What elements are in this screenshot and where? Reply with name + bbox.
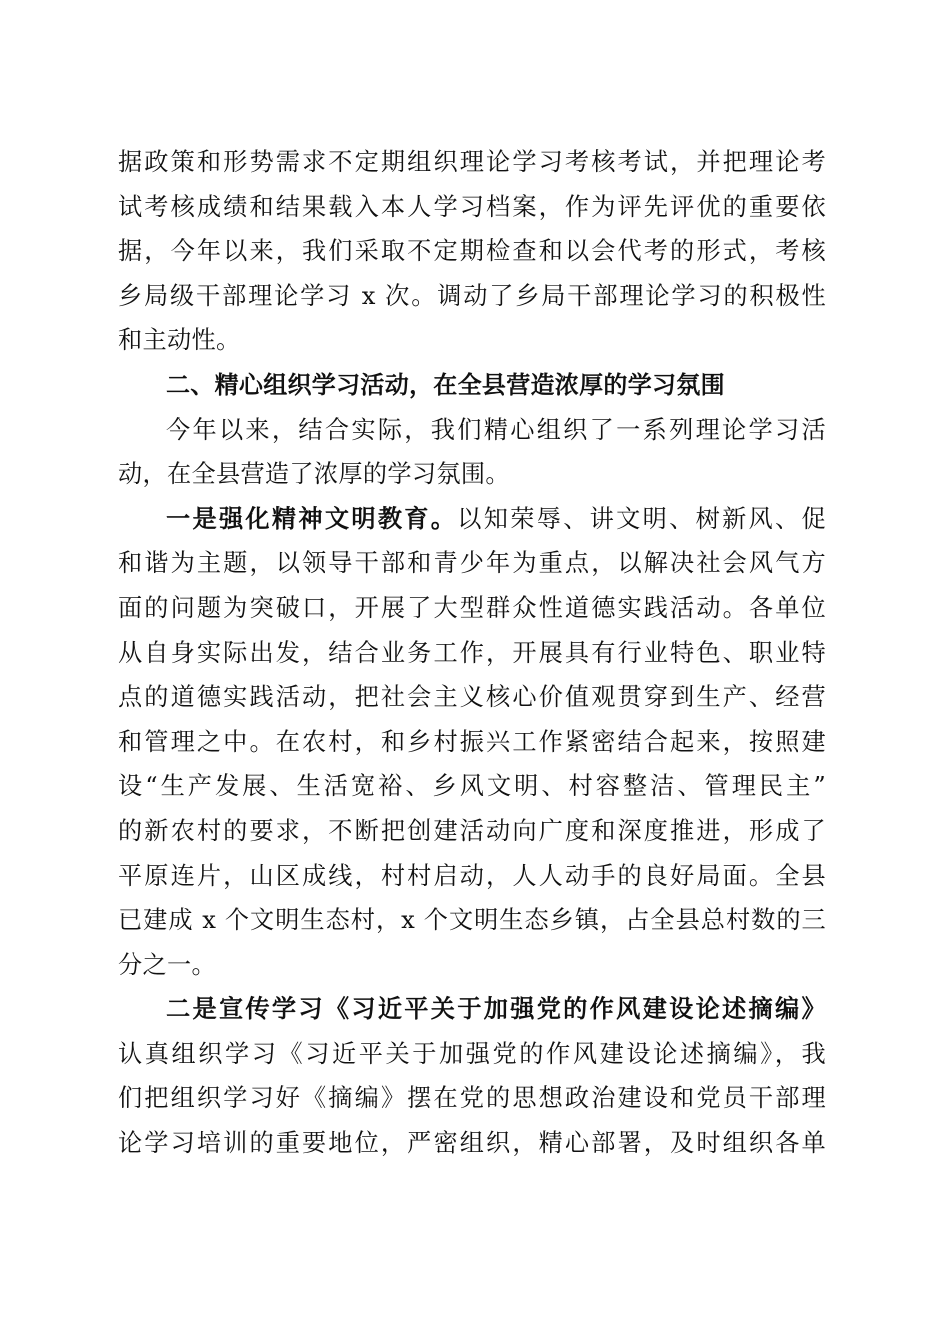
text-line xyxy=(118,497,826,542)
text-line: 和管理之中。在农村，和乡村振兴工作紧密结合起来，按照建 xyxy=(118,727,826,756)
text-line: 据政策和形势需求不定期组织理论学习考核考试，并把理论考 xyxy=(118,148,826,176)
text-line: 分之一。 xyxy=(118,950,216,979)
text-line: 平原连片，山区成线，村村启动，人人动手的良好局面。全县 xyxy=(118,861,826,890)
text-line: 今年以来，结合实际，我们精心组织了一系列理论学习活 xyxy=(166,415,826,444)
text-line: 和谐为主题，以领导干部和青少年为重点，以解决社会风气方 xyxy=(118,549,826,578)
paragraph-theory-assessment xyxy=(118,140,826,363)
section-heading-2: 二、精心组织学习活动，在全县营造浓厚的学习氛围 xyxy=(166,370,725,399)
text-fragment: 以知荣辱、讲文明、树新风、促 xyxy=(457,504,826,533)
text-line: 点的道德实践活动，把社会主义核心价值观贯穿到生产、经营 xyxy=(118,683,826,712)
subheading-lead: 二是宣传学习《习近平关于加强党的作风建设论述摘编》 xyxy=(166,994,826,1024)
text-line: 认真组织学习《习近平关于加强党的作风建设论述摘编》，我 xyxy=(118,1039,826,1068)
text-line: 已建成 x 个文明生态村，x 个文明生态乡镇，占全县总村数的三 xyxy=(118,906,826,935)
subheading-lead: 一是强化精神文明教育。 xyxy=(166,503,458,533)
text-line: 论学习培训的重要地位，严密组织，精心部署，及时组织各单 xyxy=(118,1129,826,1158)
text-line: 设“生产发展、生活宽裕、乡风文明、村容整洁、管理民主” xyxy=(118,772,826,801)
text-line: 的新农村的要求，不断把创建活动向广度和深度推进，形成了 xyxy=(118,816,826,845)
text-line: 从自身实际出发，结合业务工作，开展具有行业特色、职业特 xyxy=(118,638,826,667)
document-page xyxy=(118,140,826,1166)
paragraph-spiritual-civilization xyxy=(118,497,826,988)
text-line: 和主动性。 xyxy=(118,326,241,355)
text-line: 动，在全县营造了浓厚的学习氛围。 xyxy=(118,460,510,489)
text-line: 乡局级干部理论学习 x 次。调动了乡局干部理论学习的积极性 xyxy=(118,281,826,310)
text-line: 面的问题为突破口，开展了大型群众性道德实践活动。各单位 xyxy=(118,593,826,622)
text-line: 们把组织学习好《摘编》摆在党的思想政治建设和党员干部理 xyxy=(118,1084,826,1113)
paragraph-intro-activities xyxy=(118,408,826,497)
paragraph-study-compilation xyxy=(118,987,826,1165)
text-line: 试考核成绩和结果载入本人学习档案，作为评先评优的重要依 xyxy=(118,192,826,221)
text-line: 据，今年以来，我们采取不定期检查和以会代考的形式，考核 xyxy=(118,237,826,266)
